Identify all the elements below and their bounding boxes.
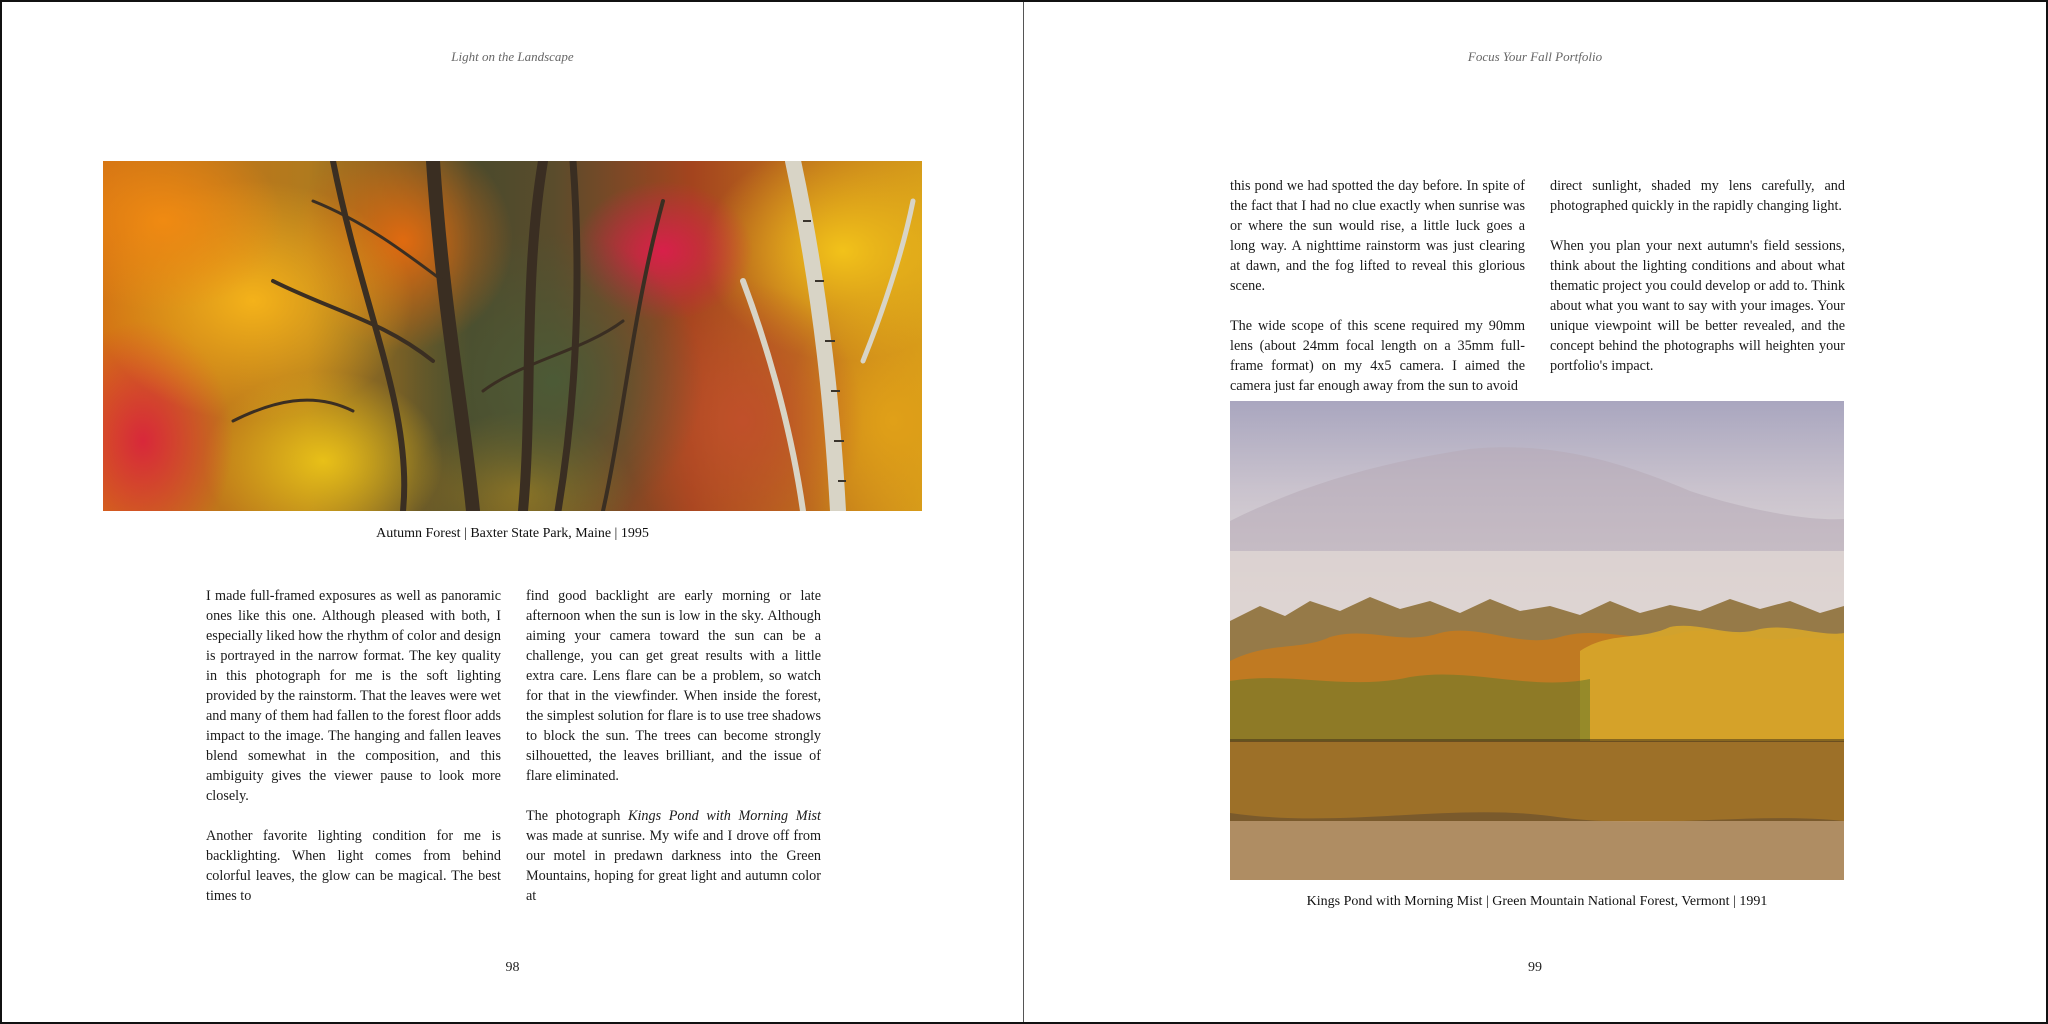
paragraph: this pond we had spotted the day before. In spite of the fact that I had no clue exactly when sunrise was or where the sun would rise, a little luck goes a long way. A nighttime rainstorm was just clearing at dawn, and the fog lifted to reveal this glorious scene.: [1230, 178, 1525, 294]
paragraph: I made full-framed exposures as well as panoramic ones like this one. Although pleased with both, I especially liked how the rhythm of color and design is portrayed in the narrow format. The key quality in this photograph for me is the soft lighting provided by the rainstorm. That the leaves were wet and many of them had fallen to the forest floor adds impact to the image. The hanging and fallen leaves blend somewhat in the composition, and this ambiguity gives the viewer pause to look more closely.: [206, 588, 501, 804]
left-running-head: Light on the Landscape: [451, 49, 574, 64]
left-page-column-2: [526, 586, 821, 906]
pond-landscape-graphic: [1230, 401, 1844, 880]
photo-title-italic: Kings Pond with Morning Mist: [627, 808, 821, 824]
autumn-forest-photo: [103, 161, 922, 511]
paragraph: When you plan your next autumn's field sessions, think about the lighting conditions and about what thematic project you could develop or add to. Think about what you want to say with your images. Your unique viewpoint will be better revealed, and the concept behind the photographs will heighten your portfolio's impact.: [1550, 238, 1845, 374]
right-page-column-2: [1550, 176, 1845, 376]
paragraph: Another favorite lighting condition for me is backlighting. When light comes from behind colorful leaves, the glow can be magical. The best times to: [206, 828, 501, 904]
autumn-forest-caption: Autumn Forest | Baxter State Park, Maine | 1995: [376, 526, 649, 541]
text-run: The photograph: [526, 808, 628, 824]
kings-pond-caption: Kings Pond with Morning Mist | Green Mountain National Forest, Vermont | 1991: [1306, 894, 1768, 909]
right-page: [1024, 2, 2046, 1022]
paragraph: [526, 806, 821, 906]
right-page-number: 99: [1528, 960, 1542, 975]
kings-pond-photo: [1230, 401, 1844, 880]
right-page-column-1: [1230, 176, 1525, 396]
forest-trunks-graphic: [103, 161, 922, 511]
paragraph: The wide scope of this scene required my 90mm lens (about 24mm focal length on a 35mm full-frame format) on my 4x5 camera. I aimed the camera just far enough away from the sun to avoid: [1230, 318, 1525, 394]
text-run: was made at sunrise. My wife and I drove off from our motel in predawn darkness into the Green Mountains, hoping for great light and autumn color at: [526, 828, 821, 904]
paragraph: direct sunlight, shaded my lens carefully, and photographed quickly in the rapidly changing light.: [1550, 178, 1845, 214]
left-page-number: 98: [505, 960, 520, 975]
right-running-head: Focus Your Fall Portfolio: [1467, 49, 1603, 64]
left-page: [2, 2, 1023, 1022]
left-page-column-1: [206, 586, 501, 906]
paragraph: find good backlight are early morning or late afternoon when the sun is low in the sky. Although aiming your camera toward the sun can be a challenge, you can get great results with a little extra care. Lens flare can be a problem, so watch for that in the viewfinder. When inside the forest, the simplest solution for flare is to use tree shadows to block the sun. The trees can become strongly silhouetted, the leaves brilliant, and the issue of flare eliminated.: [526, 588, 821, 784]
